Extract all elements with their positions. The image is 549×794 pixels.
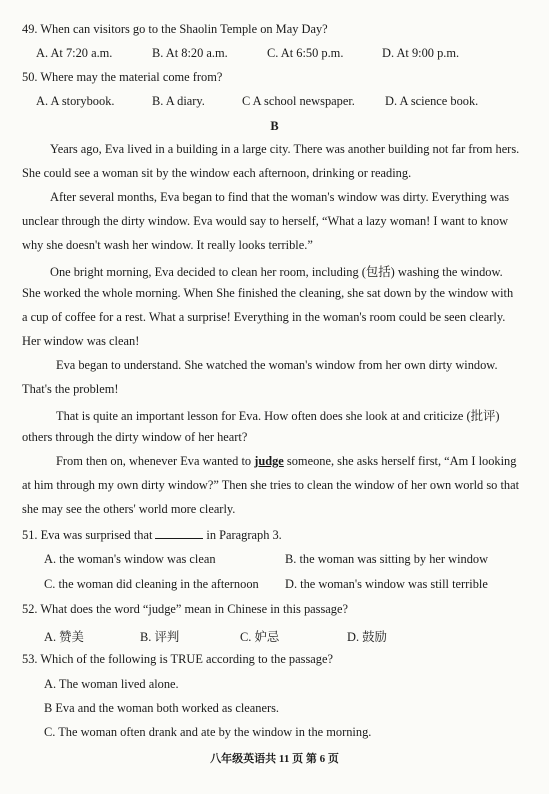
passage-p6-text-after: someone, she asks herself first, “Am I looking [283, 454, 517, 468]
option-d: D. A science book. [385, 94, 479, 108]
option-a: A. the woman's window was clean [44, 552, 216, 566]
option-a: A. A storybook. [36, 94, 115, 108]
option-c: C. the woman did cleaning in the afternoon [44, 577, 259, 591]
option-d: D. the woman's window was still terrible [285, 577, 488, 591]
option-b: B. the woman was sitting by her window [285, 552, 489, 566]
passage-p4-line2: That's the problem! [22, 382, 119, 396]
passage-p4-line1: Eva began to understand. She watched the woman's window from her own dirty window. [56, 358, 498, 372]
passage-p6-line2: at him through my own dirty window?” Then she tries to clean the window of her own world so that [22, 478, 520, 492]
option-c: C. The woman often drank and ate by the window in the morning. [44, 725, 372, 739]
page-footer: 八年级英语共 11 页 第 6 页 [210, 753, 339, 765]
passage-p3-line2: She worked the whole morning. When She finished the cleaning, she sat down by the window with [22, 286, 514, 300]
option-b: B. A diary. [152, 94, 205, 108]
question-53-stem: 53. Which of the following is TRUE according to the passage? [22, 652, 333, 666]
passage-p2-line2: unclear through the dirty window. Eva would say to herself, “What a lazy woman! I want to know [22, 214, 509, 228]
option-a: A. 赞美 [44, 630, 84, 644]
option-d: D. At 9:00 p.m. [382, 46, 460, 60]
question-51-stem [22, 527, 282, 543]
passage-p5-line2: others through the dirty window of her heart? [22, 430, 248, 444]
passage-p1-line1: Years ago, Eva lived in a building in a large city. There was another building not far from hers. [50, 142, 520, 156]
option-a: A. At 7:20 a.m. [36, 46, 113, 60]
passage-p6-text-before: From then on, whenever Eva wanted to [56, 454, 255, 468]
passage-p1-line2: She could see a woman sit by the window each afternoon, drinking or reading. [22, 166, 412, 180]
option-c: C. At 6:50 p.m. [267, 46, 344, 60]
keyword-judge: judge [254, 454, 284, 468]
option-c: C. 妒忌 [240, 630, 280, 644]
question-52-stem: 52. What does the word “judge” mean in Chinese in this passage? [22, 602, 348, 616]
option-b: B. 评判 [140, 630, 180, 644]
passage-p2-line1: After several months, Eva began to find that the woman's window was dirty. Everything was [50, 190, 510, 204]
answer-blank[interactable] [155, 527, 203, 539]
question-50-stem: 50. Where may the material come from? [22, 70, 223, 84]
passage-p5-line1: That is quite an important lesson for Eva. How often does she look at and criticize (批评) [56, 409, 500, 423]
option-a: A. The woman lived alone. [44, 677, 179, 691]
question-51-stem-after: in Paragraph 3. [206, 528, 282, 542]
section-label: B [270, 119, 279, 133]
option-b: B. At 8:20 a.m. [152, 46, 228, 60]
passage-p3-line3: a cup of coffee for a rest. What a surprise! Everything in the woman's room could be seen clearly. [22, 310, 506, 324]
option-c: C A school newspaper. [242, 94, 355, 108]
passage-p2-line3: why she doesn't wash her window. It really looks terrible.” [22, 238, 313, 252]
question-49-stem: 49. When can visitors go to the Shaolin Temple on May Day? [22, 22, 328, 36]
passage-p3-line4: Her window was clean! [22, 334, 140, 348]
passage-p6-line1 [56, 454, 516, 469]
question-51-stem-before: 51. Eva was surprised that [22, 528, 153, 542]
option-b: B Eva and the woman both worked as cleaners. [44, 701, 280, 715]
option-d: D. 鼓励 [347, 630, 387, 644]
passage-p6-line3: she may see the others' world more clearly. [22, 502, 236, 516]
passage-p3-line1: One bright morning, Eva decided to clean her room, including (包括) washing the window. [50, 265, 503, 279]
